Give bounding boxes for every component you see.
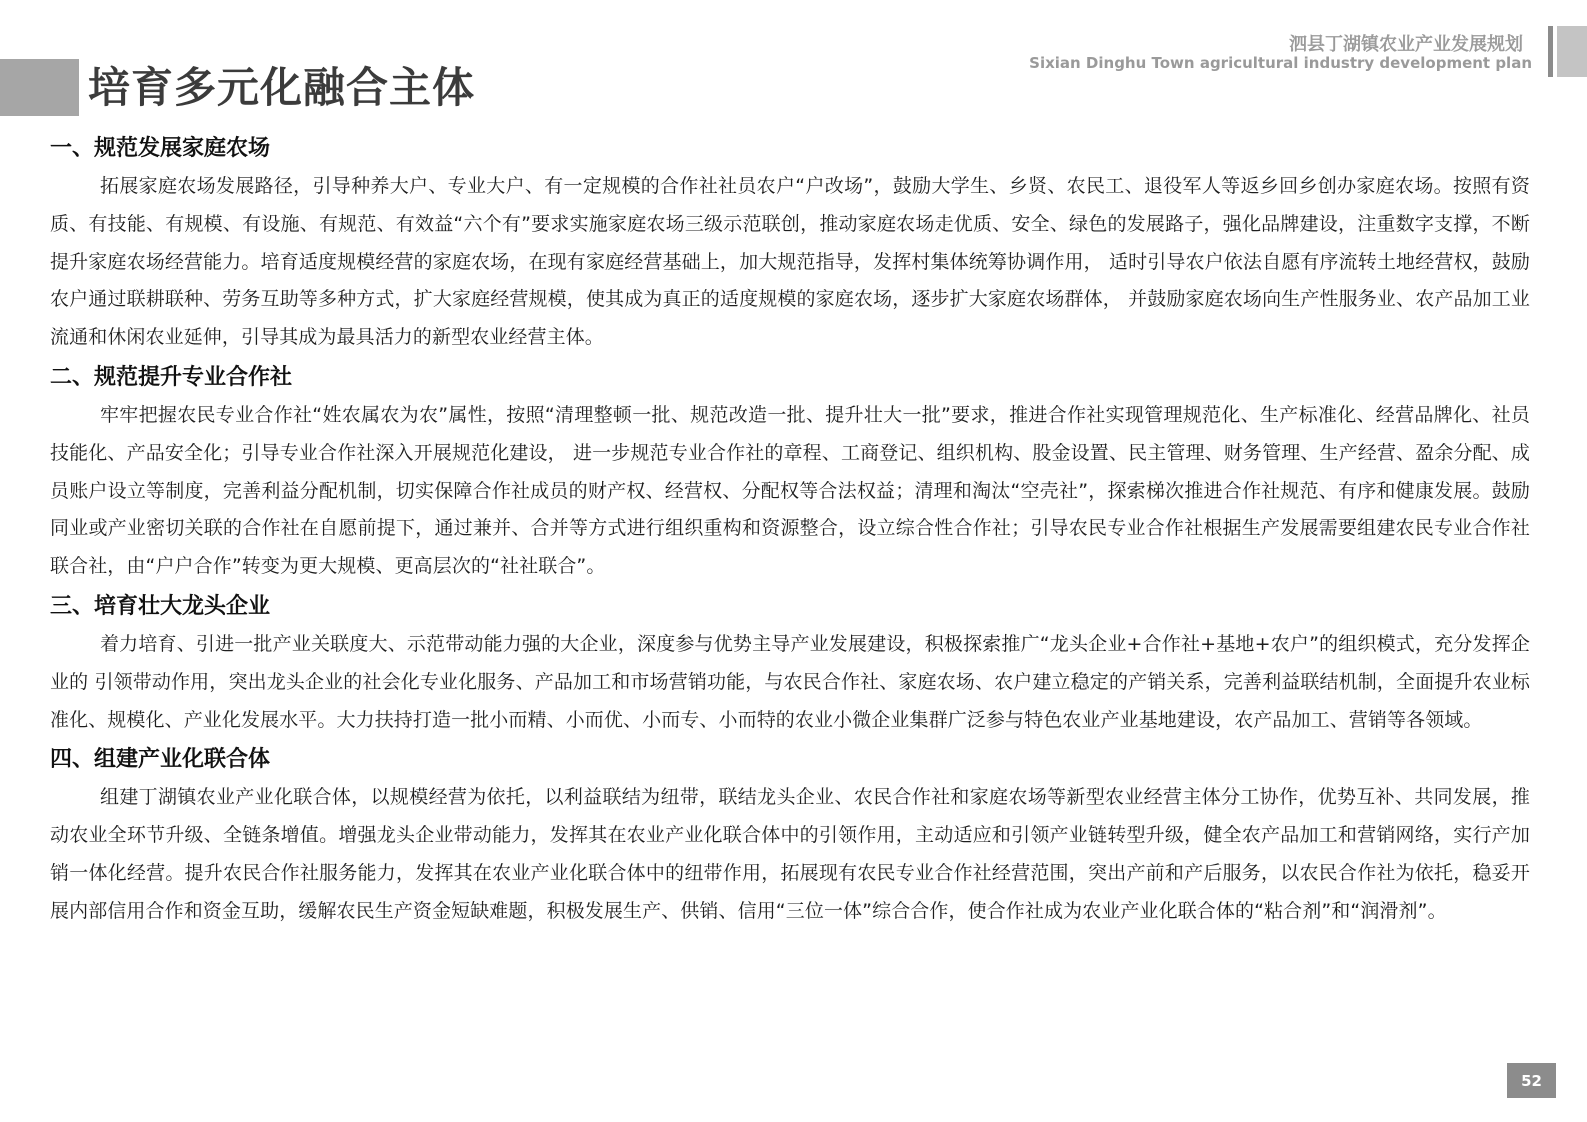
document-title-english: Sixian Dinghu Town agricultural industry development plan xyxy=(1029,54,1532,72)
section-cooperatives xyxy=(50,359,1530,586)
section-heading: 四、组建产业化联合体 xyxy=(50,747,271,773)
header-decor-bar-dark xyxy=(1548,26,1553,77)
page-number: 52 xyxy=(1507,1063,1556,1098)
section-industrial-consortium xyxy=(50,741,1530,930)
document-title-chinese: 泗县丁湖镇农业产业发展规划 xyxy=(1289,34,1523,55)
page-title: 培育多元化融合主体 xyxy=(88,63,476,112)
section-family-farms xyxy=(50,130,1530,357)
header-decor-bar-light xyxy=(1557,26,1587,77)
section-leading-enterprises xyxy=(50,588,1530,739)
section-paragraph: 牢牢把握农民专业合作社“姓农属农为农”属性，按照“清理整顿一批、规范改造一批、提升壮大一批”要求，推进合作社实现管理规范化、生产标准化、经营品牌化、社员技能化、产品安全化；引导专业合作社深入开展规范化建设， 进一步规范专业合作社的章程、工商登记、组织机构、股金设置、民主管理、财务管理、生产经营、盈余分配、成员账户设立等制度，完善利益分配机制，切实保障合作社成员的财产权、经营权、分配权等合法权益；清理和淘汰“空壳社”，探索梯次推进合作社规范、有序和健康发展。鼓励同业或产业密切关联的合作社在自愿前提下，通过兼并、合并等方式进行组织重构和资源整合，设立综合性合作社；引导农民专业合作社根据生产发展需要组建农民专业合作社联合社，由“户户合作”转变为更大规模、更高层次的“社社联合”。 xyxy=(50,403,1530,578)
section-paragraph: 拓展家庭农场发展路径，引导种养大户、专业大户、有一定规模的合作社社员农户“户改场”，鼓励大学生、乡贤、农民工、退役军人等返乡回乡创办家庭农场。按照有资质、有技能、有规模、有设施、有规范、有效益“六个有”要求实施家庭农场三级示范联创，推动家庭农场走优质、安全、绿色的发展路子，强化品牌建设，注重数字支撑，不断提升家庭农场经营能力。培育适度规模经营的家庭农场，在现有家庭经营基础上，加大规范指导，发挥村集体统筹协调作用， 适时引导农户依法自愿有序流转土地经营权，鼓励农户通过联耕联种、劳务互助等多种方式，扩大家庭经营规模，使其成为真正的适度规模的家庭农场，逐步扩大家庭农场群体， 并鼓励家庭农场向生产性服务业、农产品加工业流通和休闲农业延伸，引导其成为最具活力的新型农业经营主体。 xyxy=(50,175,1530,349)
section-heading: 二、规范提升专业合作社 xyxy=(50,364,293,390)
section-paragraph: 组建丁湖镇农业产业化联合体，以规模经营为依托，以利益联结为纽带，联结龙头企业、农民合作社和家庭农场等新型农业经营主体分工协作，优势互补、共同发展，推动农业全环节升级、全链条增值。增强龙头企业带动能力，发挥其在农业产业化联合体中的引领作用，主动适应和引领产业链转型升级，健全农产品加工和营销网络，实行产加销一体化经营。提升农民合作社服务能力，发挥其在农业产业化联合体中的纽带作用，拓展现有农民专业合作社经营范围，突出产前和产后服务，以农民合作社为依托，稳妥开展内部信用合作和资金互助，缓解农民生产资金短缺难题，积极发展生产、供销、信用“三位一体”综合合作，使合作社成为农业产业化联合体的“粘合剂”和“润滑剂”。 xyxy=(50,786,1530,922)
main-content xyxy=(50,128,1530,931)
section-heading: 一、规范发展家庭农场 xyxy=(50,136,271,161)
section-paragraph: 着力培育、引进一批产业关联度大、示范带动能力强的大企业，深度参与优势主导产业发展建设，积极探索推广“龙头企业+合作社+基地+农户”的组织模式，充分发挥企业的 引领带动作用，突出龙头企业的社会化专业化服务、产品加工和市场营销功能，与农民合作社、家庭农场、农户建立稳定的产销关系，完善利益联结机制，全面提升农业标准化、规模化、产业化发展水平。大力扶持打造一批小而精、小而优、小而专、小而特的农业小微企业集群广泛参与特色农业产业基地建设，农产品加工、营销等各领域。 xyxy=(50,632,1530,731)
title-accent-block xyxy=(0,59,79,116)
section-heading: 三、培育壮大龙头企业 xyxy=(50,593,271,619)
